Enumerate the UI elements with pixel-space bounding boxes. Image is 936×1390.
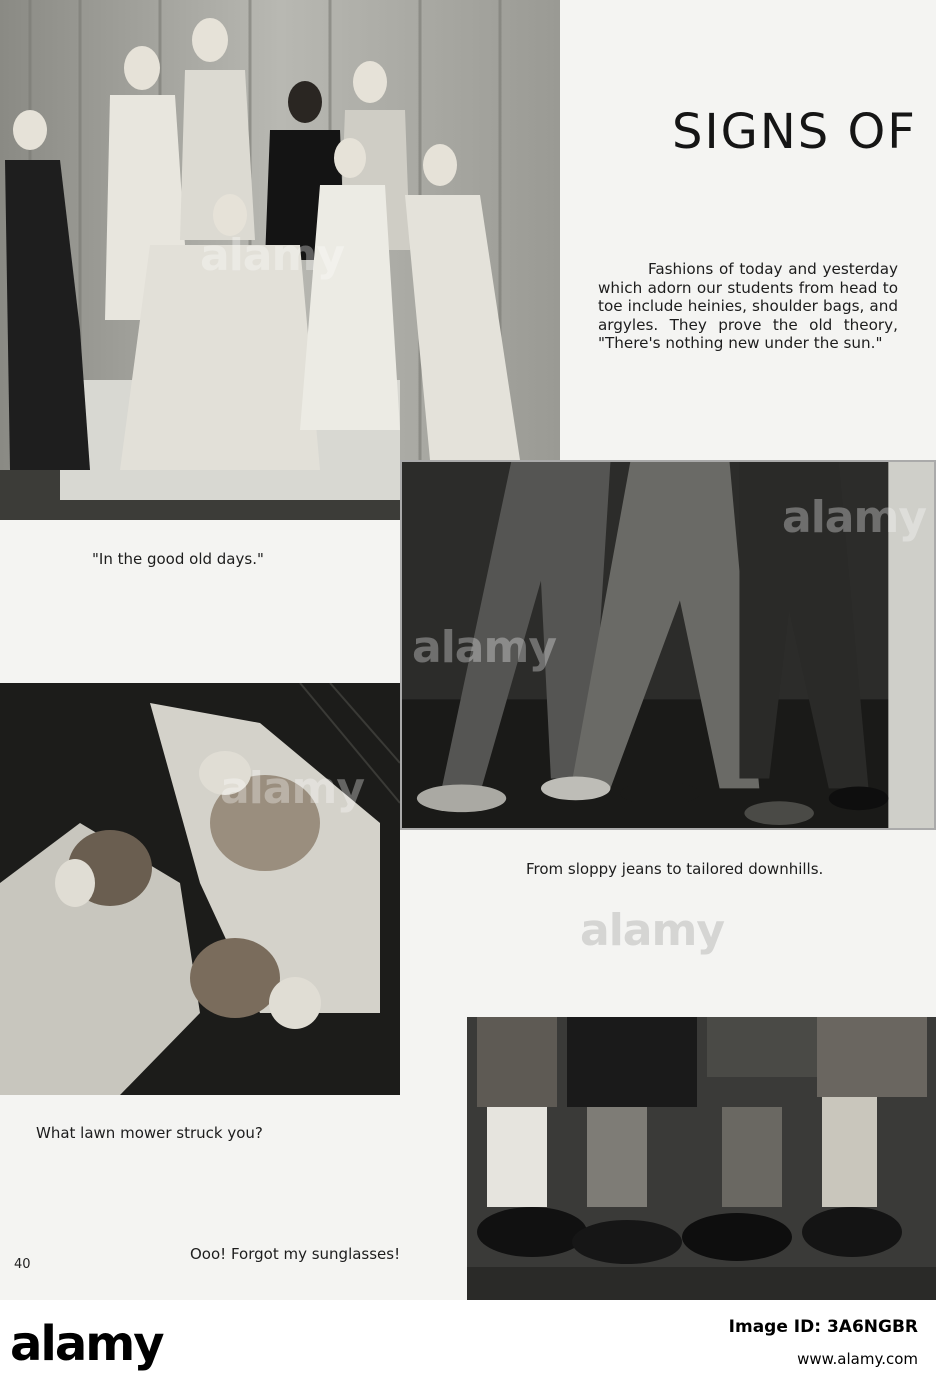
watermark: alamy bbox=[782, 492, 926, 543]
intro-paragraph: Fashions of today and yesterday which adorn our students from head to toe include heinies, shoulder bags, and argyles. They prove the old theory, "There's nothing new under the sun." bbox=[598, 260, 898, 353]
watermark: alamy bbox=[412, 622, 556, 673]
watermark: alamy bbox=[220, 763, 364, 814]
stock-logo: alamy bbox=[10, 1316, 163, 1372]
caption-jeans: From sloppy jeans to tailored downhills. bbox=[526, 860, 824, 878]
caption-good-old-days: "In the good old days." bbox=[92, 550, 264, 568]
stock-url: www.alamy.com bbox=[797, 1350, 918, 1368]
photo-sunglasses bbox=[467, 1017, 936, 1300]
photo-jeans bbox=[400, 460, 936, 830]
watermark: alamy bbox=[580, 905, 724, 956]
page-number: 40 bbox=[14, 1257, 31, 1272]
watermark: alamy bbox=[200, 230, 344, 281]
caption-lawn-mower: What lawn mower struck you? bbox=[36, 1124, 263, 1142]
photo-lawn-mower bbox=[0, 683, 400, 1095]
caption-sunglasses: Ooo! Forgot my sunglasses! bbox=[190, 1245, 401, 1263]
photo-good-old-days bbox=[0, 0, 560, 520]
page-heading: SIGNS OF bbox=[672, 104, 917, 160]
image-id: Image ID: 3A6NGBR bbox=[728, 1317, 918, 1337]
